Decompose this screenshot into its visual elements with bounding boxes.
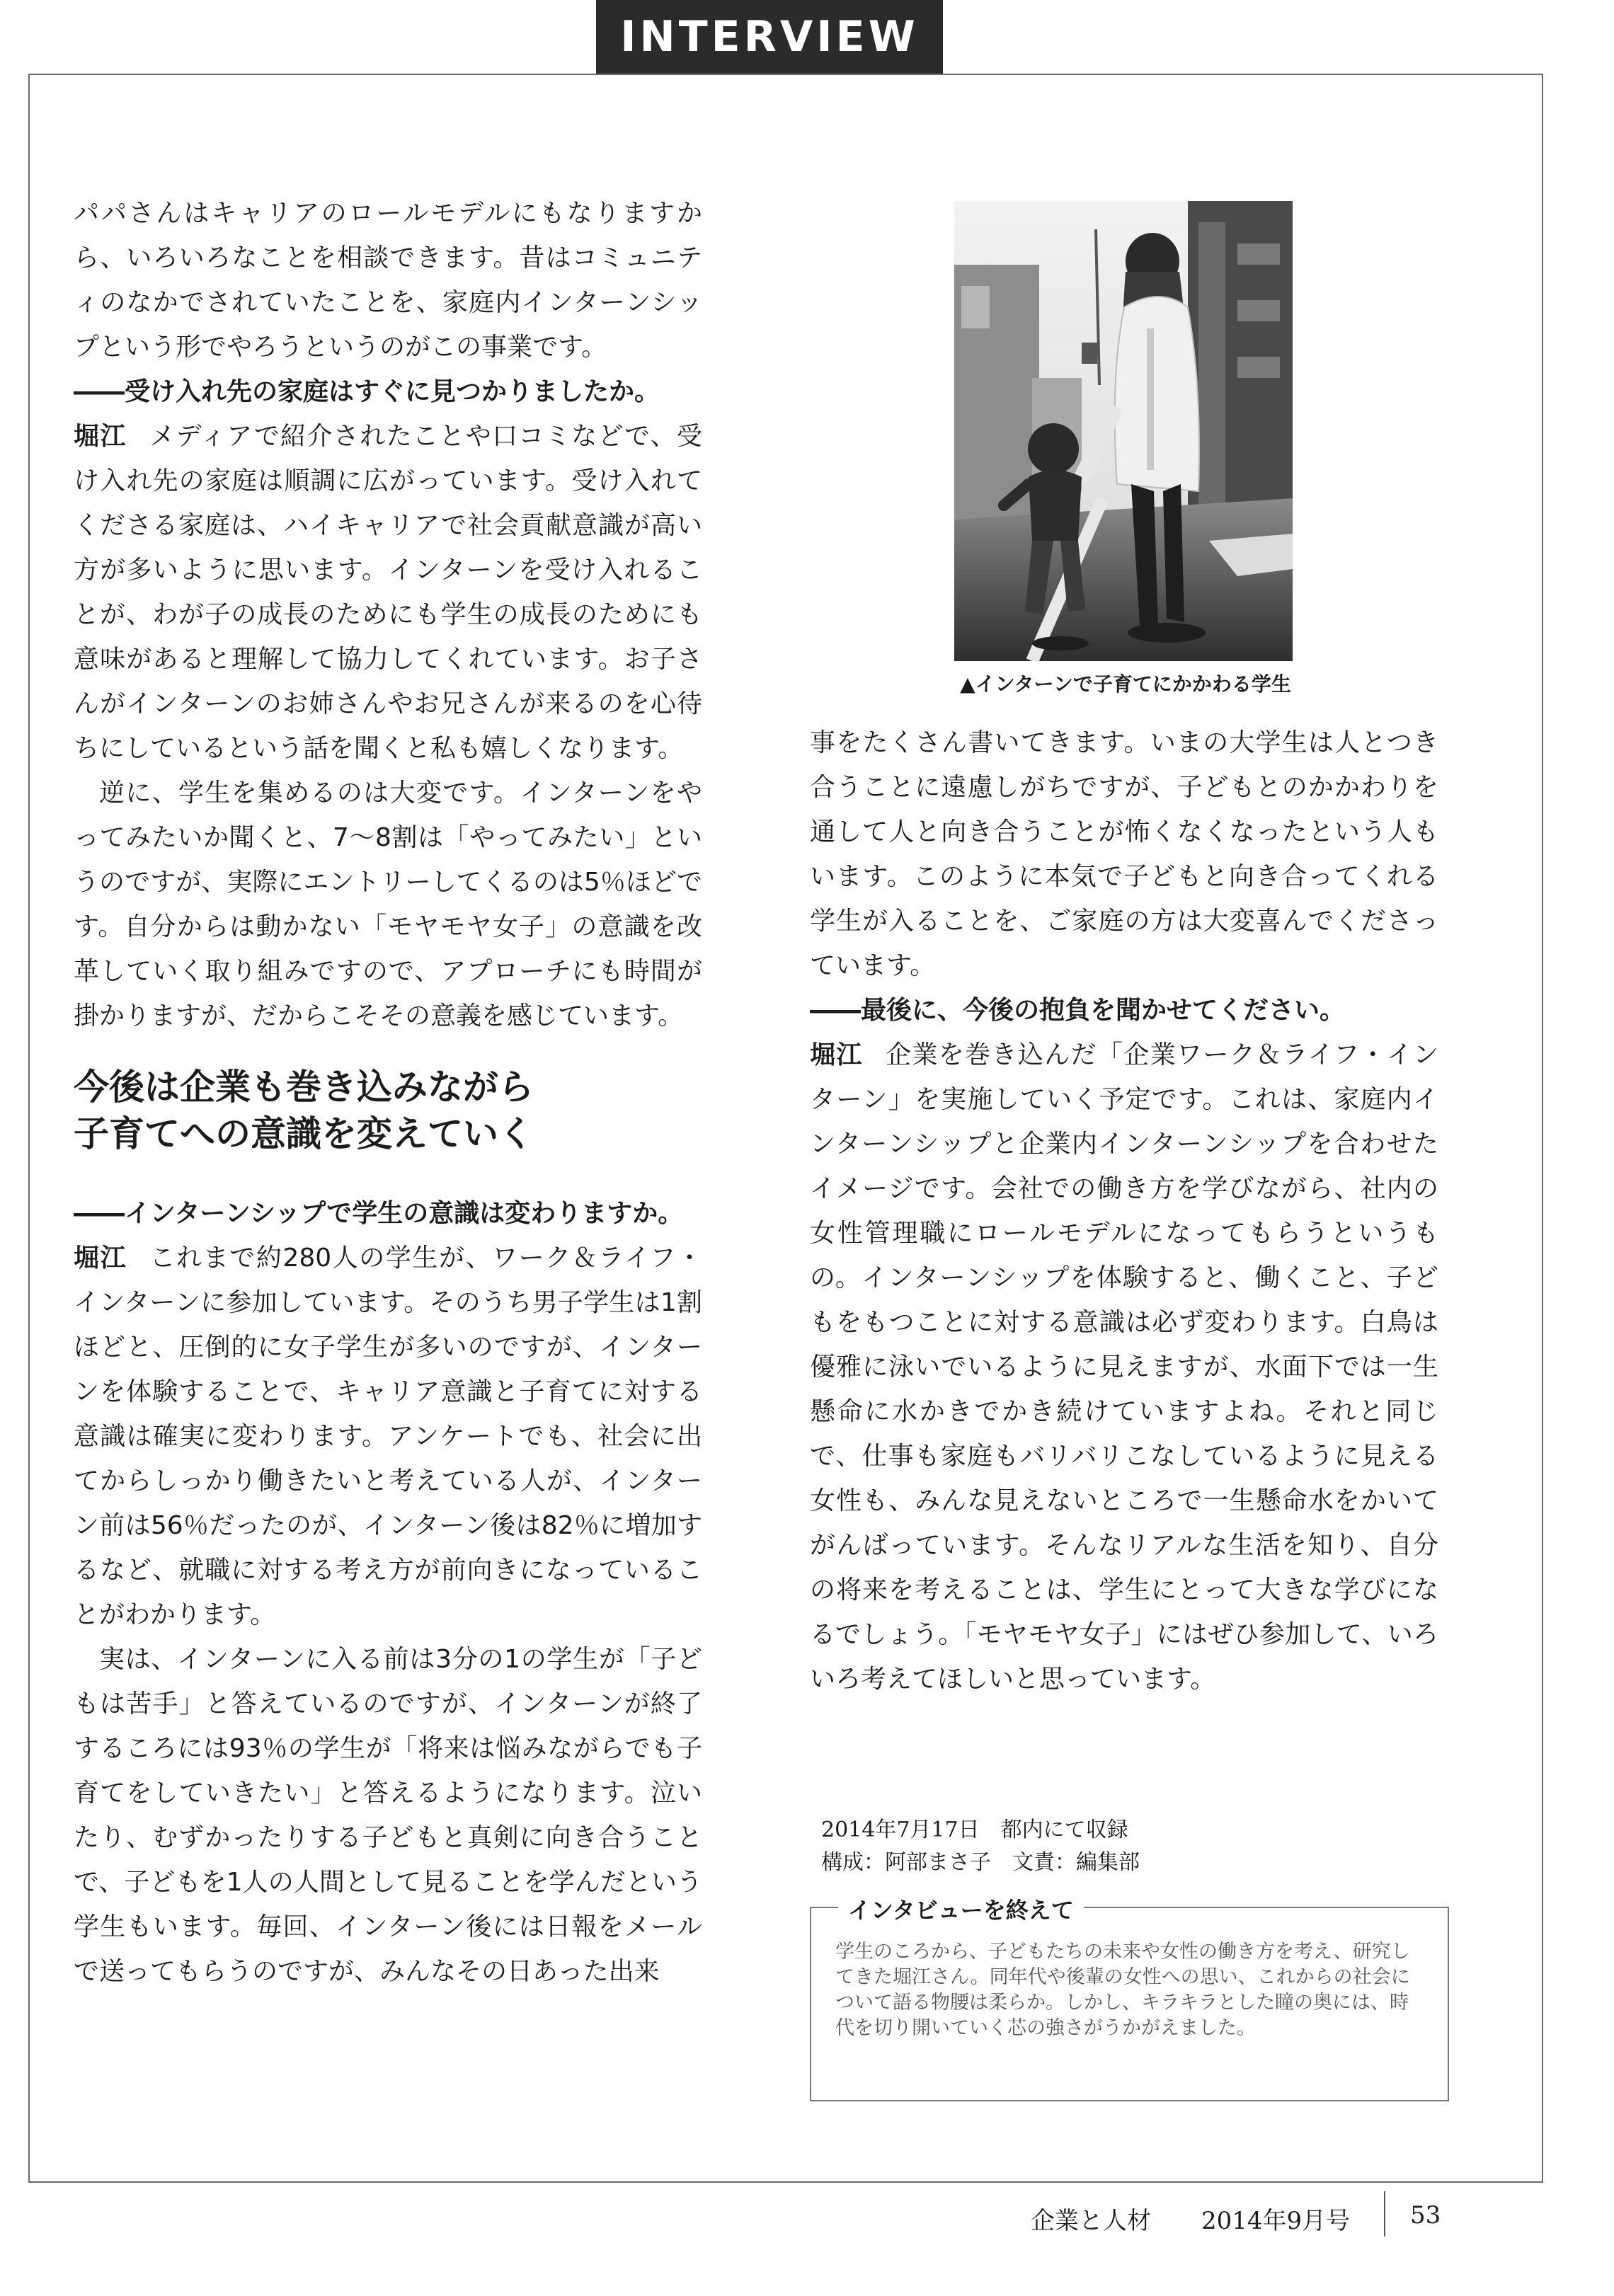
answer-text: メディアで紹介されたことや口コミなどで、受け入れ先の家庭は順調に広がっています。受け入れてくださる家庭は、ハイキャリアで社会貢献意識が高い方が多いように思います。インターンを受け入れることが、わが子の成長のためにも学生の成長のためにも意味があると理解して協力してくれています。お子さんがインターンのお姉さんやお兄さんが来るのを心待ちにしているという話を聞くと私も嬉しくなります。 [74,422,702,763]
answer-paragraph [810,1033,1438,1701]
afterword-text: 学生のころから、子どもたちの未来や女性の働き方を考え、研究してきた堀江さん。同年代や後輩の女性への思い、これからの社会について語る物腰は柔らか。しかし、キラキラとした瞳の奥には、時代を切り開いていく芯の強さがうかがえました。 [835,1941,1410,2039]
photo-caption: ▲インターンで子育てにかかわる学生 [960,672,1291,696]
afterword-title: インタビューを終えて [838,1893,1084,1925]
interview-question: ――受け入れ先の家庭はすぐに見つかりましたか。 [74,377,660,406]
page-number: 53 [1410,2201,1441,2229]
interview-question: ――インターンシップで学生の意識は変わりますか。 [74,1199,684,1228]
right-column [810,721,1438,1701]
recording-credit [821,1814,1140,1879]
paragraph: 事をたくさん書いてきます。いまの大学生は人とつき合うことに遠慮しがちですが、子どもとのかかわりを通して人と向き合うことが怖くなくなったという人もいます。このように本気で子どもと向き合ってくれる学生が入ることを、ご家庭の方は大変喜んでくださっています。 [810,728,1438,980]
photo-image [954,201,1293,661]
paragraph: 逆に、学生を集めるのは大変です。インターンをやってみたいか聞くと、7～8割は「やってみたい」というのですが、実際にエントリーしてくるのは5％ほどです。自分からは動かない「モヤモヤ女子」の意識を改革していく取り組みですので、アプローチにも時間が掛かりますが、だからこそその意義を感じています。 [74,779,702,1031]
answer-paragraph [74,414,702,771]
interview-question: ――最後に、今後の抱負を聞かせてください。 [810,996,1346,1025]
section-tab: INTERVIEW [596,0,943,74]
credit-line: 2014年7月17日 都内にて収録 [821,1818,1128,1842]
heading-line: 今後は企業も巻き込みながら [74,1067,534,1108]
speaker-name: 堀江 [74,1244,127,1273]
speaker-name: 堀江 [810,1040,863,1069]
answer-text: 企業を巻き込んだ「企業ワーク＆ライフ・インターン」を実施していく予定です。これは、家庭内インターンシップと企業内インターンシップを合わせたイメージです。会社での働き方を学びながら、社内の女性管理職にロールモデルになってもらうというもの。インターンシップを体験すると、働くこと、子どもをもつことに対する意識は必ず変わります。白鳥は優雅に泳いでいるように見えますが、水面下では一生懸命に水かきでかき続けていますよね。それと同じで、仕事も家庭もバリバリこなしているように見える女性も、みんな見えないところで一生懸命水をかいてがんばっています。そんなリアルな生活を知り、自分の将来を考えることは、学生にとって大きな学びになるでしょう。「モヤモヤ女子」にはぜひ参加して、いろいろ考えてほしいと思っています。 [810,1040,1438,1694]
left-column [74,191,702,1994]
section-heading [74,1064,702,1157]
heading-line: 子育てへの意識を変えていく [74,1113,534,1154]
credit-line: 構成：阿部まさ子 文責：編集部 [821,1850,1140,1875]
street-photo [954,201,1293,661]
magazine-name: 企業と人材 [1031,2207,1151,2235]
paragraph: パパさんはキャリアのロールモデルにもなりますから、いろいろなことを相談できます。昔はコミュニティのなかでされていたことを、家庭内インターンシップという形でやろうというのがこの事業です。 [74,199,702,362]
speaker-name: 堀江 [74,422,127,451]
paragraph: 実は、インターンに入る前は3分の1の学生が「子どもは苦手」と答えているのですが、インターンが終了するころには93％の学生が「将来は悩みながらでも子育てをしていきたい」と答えるようになります。泣いたり、むずかったりする子どもと真剣に向き合うことで、子どもを1人の人間として見ることを学んだという学生もいます。毎回、インターン後には日報をメールで送ってもらうのですが、みんなその日あった出来 [74,1645,702,1986]
answer-text: これまで約280人の学生が、ワーク＆ライフ・インターンに参加しています。そのうち男子学生は1割ほどと、圧倒的に女子学生が多いのですが、インターンを体験することで、キャリア意識と子育てに対する意識は確実に変わります。アンケートでも、社会に出てからしっかり働きたいと考えている人が、インターン前は56％だったのが、インターン後は82％に増加するなど、就職に対する考え方が前向きになっていることがわかります。 [74,1244,702,1629]
answer-paragraph [74,1236,702,1637]
issue-date: 2014年9月号 [1201,2207,1351,2235]
afterword-box [810,1897,1449,2101]
footer-divider [1384,2191,1385,2237]
